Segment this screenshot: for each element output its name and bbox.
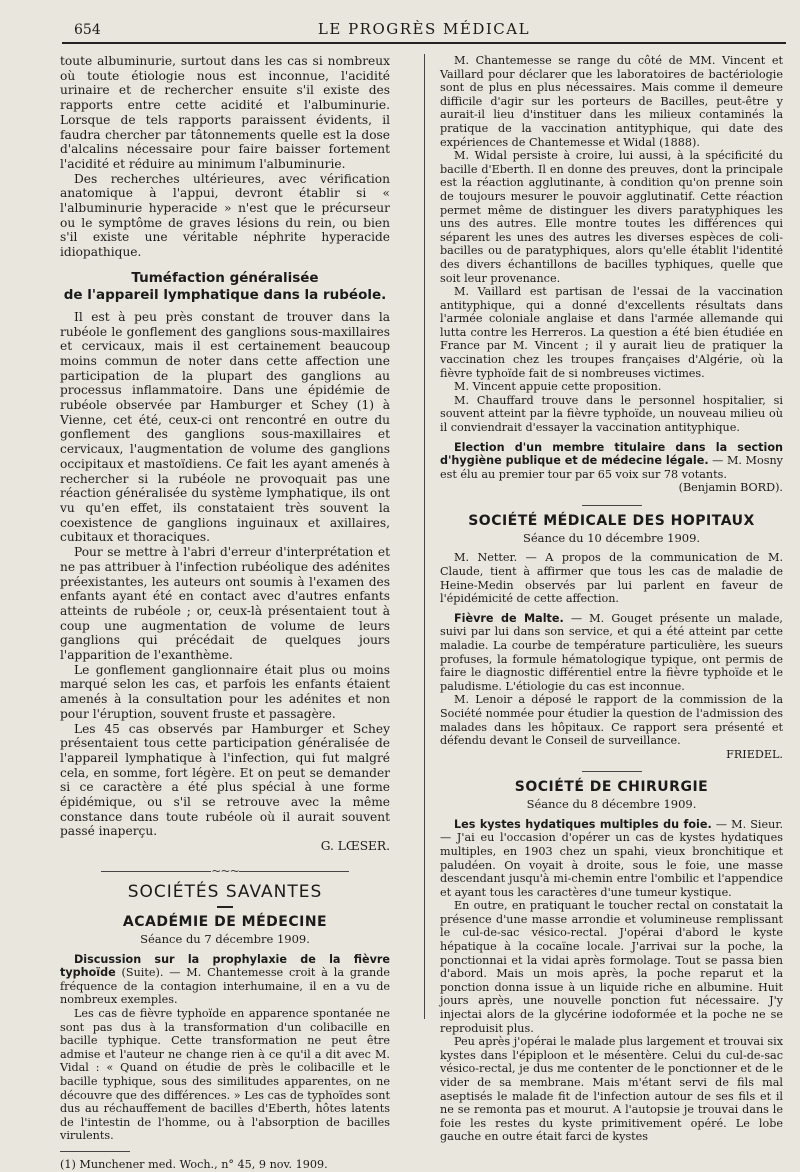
bold-lead: Les kystes hydatiques multiples du foie.: [454, 817, 712, 831]
section-rule: [582, 771, 642, 772]
session-date: Séance du 7 décembre 1909.: [140, 931, 310, 946]
footnote-rule: [60, 1151, 130, 1152]
section-rule: [582, 505, 642, 506]
paragraph: Des recherches ultérieures, avec vérification anatomique à l'appui, devront établir si « l'albuminurie hyperacide » n'est que le précurseur ou le symptôme de graves lésions du rein, ou bien s'il existe une véritable néphrite hyperacide idiopathique.: [60, 171, 390, 260]
society-title: ACADÉMIE DE MÉDECINE: [122, 914, 328, 931]
ornament-divider: ~~~: [60, 864, 390, 879]
paragraph: M. Vaillard est partisan de l'essai de la vaccination antityphique, qui a donné d'excellents résultats dans l'armée coloniale anglaise et dans l'armée allemande qui lutta contre les Herreros. La question a été bien étudiée en France par M. Vincent ; il y aurait lieu de pratiquer la vaccination chez les troupes françaises d'Algérie, où la fièvre typhoïde fait de si nombreuses victimes.: [440, 285, 783, 380]
paragraph: toute albuminurie, surtout dans les cas si nombreux où toute étiologie nous est inconnue, l'acidité urinaire et de rechercher ensuite s'il existe des rapports entre cette acidité et l'albuminurie. Lorsque de tels rapports paraissent évidents, il faudra chercher par tâtonnements quelle est la dose d'alcalins nécessaire pour faire baisser fortement l'acidité et réduire au minimum l'albuminurie.: [60, 54, 390, 171]
paragraph: M. Vincent appuie cette proposition.: [454, 380, 662, 394]
paragraph-text: — M. Mosny est élu au premier tour par 65 voix sur 78 votants.: [440, 454, 784, 481]
paragraph-text: — M. Gouget présente un malade, suivi par lui dans son service, et qui a été atteint par cette maladie. La courbe de température particulière, les sueurs profuses, la formule hématologique typique, ont permis de faire le diagnostic différentiel entre la fièvre typhoïde et le paludisme. L'étiologie du cas est inconnue.: [440, 611, 783, 693]
paragraph: [440, 441, 783, 482]
column-divider: [424, 54, 425, 1019]
society-title: SOCIÉTÉ MÉDICALE DES HOPITAUX: [468, 513, 755, 529]
session-date: Séance du 10 décembre 1909.: [522, 530, 701, 545]
bold-lead: Discussion sur la prophylaxie de la fièvre typhoïde: [60, 952, 390, 980]
journal-title: LE PROGRÈS MÉDICAL: [317, 20, 531, 38]
signature: FRIEDEL.: [726, 747, 783, 761]
signature: (Benjamin BORD).: [678, 481, 783, 495]
paragraph: [440, 818, 783, 900]
right-column: [440, 54, 783, 1144]
paragraph-text: (Suite). — M. Chantemesse croit à la grande fréquence de la contagion interhumaine, il en a vu de nombreux exemples.: [60, 966, 390, 1007]
header-rule: [62, 42, 786, 44]
paragraph: Pour se mettre à l'abri d'erreur d'interprétation et ne pas attribuer à l'infection rubéolique des adénites préexistantes, les auteurs ont soumis à l'examen des enfants ayant été en contact avec d'autres enfants atteints de rubéole ; or, ceux-là présentaient tout à coup une augmentation de volume de leurs ganglions qui précédait de quelques jours l'apparition de l'exanthème.: [60, 545, 390, 663]
left-column: [60, 54, 390, 1172]
paragraph: Les 45 cas observés par Hamburger et Schey présentaient tous cette participation généralisée de l'appareil lymphatique à l'infection, qui fut malgré cela, en somme, fort légère. Et on peut se demander si ce caractère a été plus spécial à une forme épidémique, ou s'il se retrouve avec la même constance dans toute rubéole où il aurait souvent passé inaperçu.: [60, 721, 390, 839]
paragraph: [440, 612, 783, 694]
paragraph: Il est à peu près constant de trouver dans la rubéole le gonflement des ganglions sous-maxillaires et cervicaux, mais il est certainement beaucoup moins commun de noter dans cette affection une participation de la plupart des ganglions au processus inflammatoire. Dans une épidémie de rubéole observée par Hamburger et Schey (1) à Vienne, cet été, ceux-ci ont rencontré en outre du gonflement des ganglions sous-maxillaires et cervicaux, l'augmentation de volume des ganglions occipitaux et mastoïdiens. Ce fait les ayant amenés à rechercher si la rubéole ne provoquait pas une réaction généralisée du système lymphatique, ils ont vu qu'en effet, ils constataient très souvent la coexistence de ganglions inguinaux et axillaires, cubitaux et thoraciques.: [60, 309, 390, 545]
paragraph: M. Lenoir a déposé le rapport de la commission de la Société nommée pour étudier la question de l'admission des malades dans les hôpitaux. Ce rapport sera présenté et défendu devant le Conseil de surveillance.: [440, 693, 783, 748]
footnote: (1) Munchener med. Woch., n° 45, 9 nov. 1909.: [60, 1157, 328, 1171]
paragraph: [60, 953, 390, 1007]
heading-line: Tuméfaction généralisée: [131, 269, 319, 286]
page-header: [62, 16, 786, 38]
paragraph-text: — M. Sieur. — J'ai eu l'occasion d'opérer un cas de kystes hydatiques multiples, en 1903 chez un spahi, vieux bronchitique et paludéen. On voyait à droite, sous le foie, une masse descendant jusqu'à mi-chemin entre l'ombilic et l'appendice et ayant tous les caractères d'une tumeur kystique.: [440, 817, 783, 899]
paragraph: M. Netter. — A propos de la communication de M. Claude, tient à affirmer que tous les cas de maladie de Heine-Medin observés par lui parlent en faveur de l'épidémicité de cette affection.: [440, 551, 783, 606]
session-date: Séance du 8 décembre 1909.: [526, 797, 697, 812]
paragraph: Peu après j'opérai le malade plus largement et trouvai six kystes dans l'épiploon et le mésentère. Celui du cul-de-sac vésico-rectal, je dus me contenter de le ponctionner et de le vider de sa membrane. Mais m'étant servi de fils mal aseptisés le malade fit de l'infection autour de ses fils et il ne se remonta pas et mourut. A l'autopsie je trouvai dans le foie les restes du kyste primitivement opéré. Le lobe gauche en outre était farci de kystes: [440, 1035, 783, 1144]
paragraph: Les cas de fièvre typhoïde en apparence spontanée ne sont pas dus à la transformation d'un colibacille en bacille typhique. Cette transformation ne peut être admise et l'auteur ne change rien à ce qu'il a dit avec M. Vidal : « Quand on étudie de près le colibacille et le bacille typhique, sous des similitudes apparentes, on ne découvre que des différences. » Les cas de typhoïdes sont dus au réchauffement de bacilles d'Eberth, hôtes latents de l'intestin de l'homme, ou à l'absorption de bacilles virulents.: [60, 1007, 390, 1143]
article-heading: [60, 270, 390, 304]
society-title: SOCIÉTÉ DE CHIRURGIE: [514, 779, 709, 796]
heading-line: de l'appareil lymphatique dans la rubéole.: [63, 286, 387, 303]
paragraph: En outre, en pratiquant le toucher rectal on constatait la présence d'une masse arrondie et volumineuse remplissant le cul-de-sac vésico-rectal. J'opérai d'abord le kyste hépatique à la cocaïne locale. J'arrivai sur la poche, la ponctionnai et la vidai après formolage. Tout se passa bien d'abord. Mais un mois après, la poche reparut et la ponction donna issue à un liquide riche en albumine. Huit jours après, une nouvelle ponction fut nécessaire. J'y injectai alors de la glycérine iodoformée et la poche ne se reproduisit plus.: [440, 899, 783, 1035]
paragraph: M. Chantemesse se range du côté de MM. Vincent et Vaillard pour déclarer que les laboratoires de bactériologie sont de plus en plus nécessaires. Mais comme il demeure difficile d'agir sur les porteurs de Bacilles, peut-être y aurait-il lieu d'instituer dans les milieux contaminés la pratique de la vaccination antityphique, qui date des expériences de Chantemesse et Widal (1888).: [440, 54, 783, 149]
paragraph: Le gonflement ganglionnaire était plus ou moins marqué selon les cas, et parfois les enfants étaient amenés à la consultation pour les adénites et non pour l'éruption, souvent fruste et passagère.: [60, 662, 390, 721]
signature: G. LŒSER.: [320, 839, 390, 854]
bold-lead: Election d'un membre titulaire dans la section d'hygiène publique et de médecine légale.: [440, 440, 783, 468]
bold-lead: Fièvre de Malte.: [454, 611, 564, 625]
heading-dash: [60, 899, 390, 909]
paragraph: M. Chauffard trouve dans le personnel hospitalier, si souvent atteint par la fièvre typhoïde, un nouveau milieu où il conviendrait d'essayer la vaccination antityphique.: [440, 393, 783, 435]
paragraph: M. Widal persiste à croire, lui aussi, à la spécificité du bacille d'Eberth. Il en donne des preuves, dont la principale est la réaction agglutinante, à condition qu'on prenne soin de toujours mesurer le pouvoir agglutinatif. Cette réaction permet même de distinguer les divers paratyphiques les uns des autres. Elle montre toutes les différences qui séparent les unes des autres les diverses espèces de coli-bacilles ou de paratyphiques, alors qu'elle établit l'identité des divers échantillons de bacilles typhiques, quelle que soit leur provenance.: [440, 149, 783, 285]
section-heading: SOCIÉTÉS SAVANTES: [127, 881, 323, 902]
page-number: 654: [74, 22, 101, 38]
